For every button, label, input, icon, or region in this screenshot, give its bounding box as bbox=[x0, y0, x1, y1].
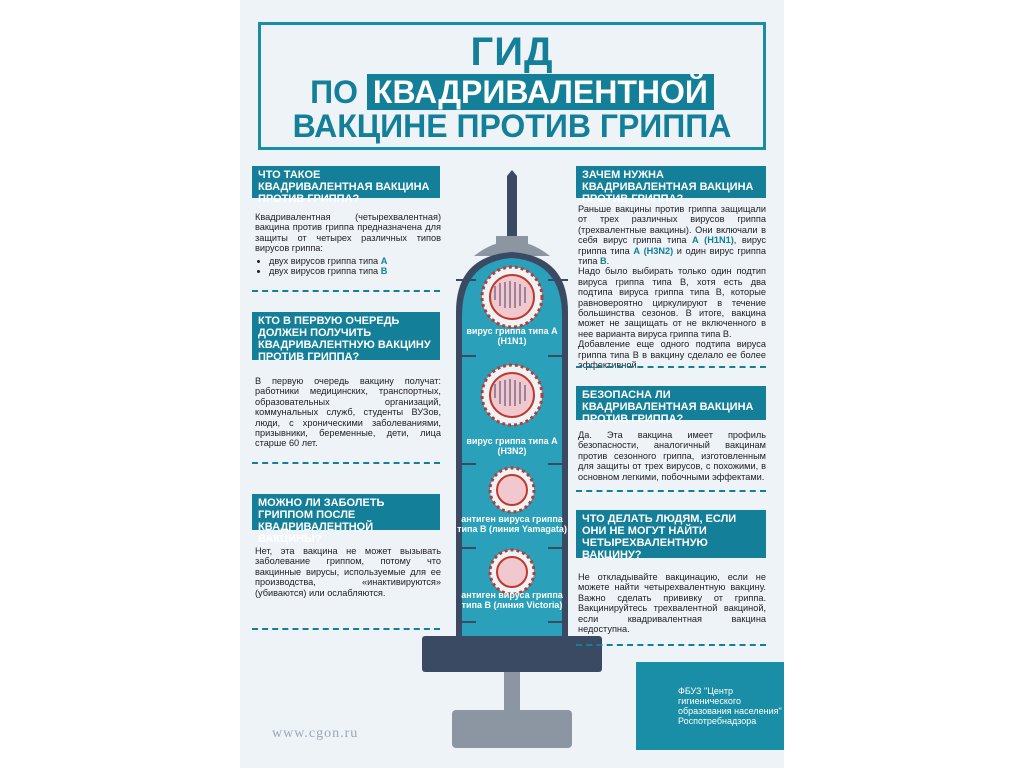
virus-h3n2-icon bbox=[482, 365, 542, 425]
what-to-do-text: Не откладывайте вакцинацию, если не можете найти четырехвалентную вакцину. Важно сделать прививку от гриппа. Вакцинируйтесь трехвалентной вакциной, если квадривалентная вакцина недоступна. bbox=[578, 572, 766, 635]
divider bbox=[252, 462, 440, 464]
virus-h1n1-label: вирус гриппа типа А (H1N1) bbox=[466, 326, 558, 346]
why-p1-c: и один вирус гриппа типа bbox=[578, 245, 766, 267]
safe-text: Да. Эта вакцина имеет профиль безопасности, аналогичный вакцинам против сезонного гриппа, изготовленным для защиты от трех вирусов, с похожими, в основном легкими, побочными эффектами. bbox=[578, 430, 766, 482]
antigen-victoria-icon bbox=[490, 550, 534, 594]
what-list bbox=[255, 256, 441, 277]
title-line-2-prefix: ПО bbox=[310, 74, 367, 110]
why-text-block bbox=[578, 204, 766, 371]
what-list-item bbox=[269, 256, 441, 266]
why-p1-b: , вирус гриппа типа bbox=[578, 235, 766, 256]
antigen-yamagata-icon bbox=[490, 468, 534, 512]
why-strain-b: В bbox=[599, 256, 607, 267]
why-p1-a: Раньше вакцины против гриппа защищали от трех различных вирусов гриппа (трехвалентные вакцины). Они включали в себя вирус гриппа типа bbox=[578, 204, 766, 246]
why-paragraph-3: Добавление еще одного подтипа вируса гриппа типа В в вакцину сделало ее более эффективной. bbox=[578, 339, 766, 371]
website-url[interactable]: www.cgon.ru bbox=[272, 726, 359, 741]
divider bbox=[252, 628, 440, 630]
divider bbox=[576, 366, 766, 368]
virus-h1n1-icon bbox=[482, 267, 542, 327]
why-strain-h1n1: А (H1N1) bbox=[692, 235, 734, 246]
syringe-plunger-grip bbox=[452, 710, 572, 748]
what-list-item bbox=[269, 266, 441, 276]
who-text: В первую очередь вакцину получат: работники медицинских, транспортных, образовательных организаций, коммунальных служб, студенты ВУЗов, люди, с хроническими заболеваниями, призывники, беременные, дети, лица старше 60 лет. bbox=[255, 376, 441, 449]
why-question: ЗАЧЕМ НУЖНА КВАДРИВАЛЕНТНАЯ ВАКЦИНА ПРОТИВ ГРИППА? bbox=[576, 166, 766, 198]
who-question: КТО В ПЕРВУЮ ОЧЕРЕДЬ ДОЛЖЕН ПОЛУЧИТЬ КВАДРИВАЛЕНТНУЮ ВАКЦИНУ ПРОТИВ ГРИППА? bbox=[252, 312, 440, 360]
what-list-item-2-strain: В bbox=[380, 266, 388, 277]
why-p1-d: . bbox=[606, 256, 610, 267]
safe-question: БЕЗОПАСНА ЛИ КВАДРИВАЛЕНТНАЯ ВАКЦИНА ПРОТИВ ГРИППА? bbox=[576, 386, 766, 420]
what-to-do-question: ЧТО ДЕЛАТЬ ЛЮДЯМ, ЕСЛИ ОНИ НЕ МОГУТ НАЙТИ ЧЕТЫРЕХВАЛЕНТНУЮ ВАКЦИНУ? bbox=[576, 510, 766, 558]
what-question: ЧТО ТАКОЕ КВАДРИВАЛЕНТНАЯ ВАКЦИНА ПРОТИВ ГРИППА? bbox=[252, 166, 440, 198]
what-list-item-1-strain: А bbox=[380, 255, 388, 266]
why-paragraph-2: Надо было выбирать только один подтип вируса гриппа типа В, хотя есть два подтипа вируса гриппа типа В, которые равновероятно циркулируют в течение большинства сезонов. В итоге, вакцина может не защищать от не включенного в нее варианта вируса гриппа типа В. bbox=[578, 266, 766, 339]
syringe-plunger-rod bbox=[504, 672, 520, 712]
can-question: МОЖНО ЛИ ЗАБОЛЕТЬ ГРИППОМ ПОСЛЕ КВАДРИВАЛЕНТНОЙ ВАКЦИНЫ? bbox=[252, 494, 440, 530]
divider bbox=[252, 290, 440, 292]
can-text: Нет, эта вакцина не может вызывать заболевание гриппом, потому что вакцинные вирусы, используемые для ее производства, «инактивируются» (убиваются) или ослабляются. bbox=[255, 546, 441, 598]
why-strain-h3n2: А (H3N2) bbox=[633, 245, 674, 256]
syringe-flange bbox=[422, 636, 602, 672]
antigen-victoria-label: антиген вируса гриппа типа В (линия Victoria) bbox=[461, 590, 563, 610]
title-line-1: ГИД bbox=[470, 30, 554, 74]
what-list-item-1: двух вирусов гриппа типа bbox=[269, 255, 381, 266]
title-line-3: ВАКЦИНЕ ПРОТИВ ГРИППА bbox=[292, 108, 732, 144]
title-line-2-highlight: КВАДРИВАЛЕНТНОЙ bbox=[367, 74, 714, 110]
what-text: Квадривалентная (четырехвалентная) вакцина против гриппа предназначена для защиты от четырех различных типов вирусов гриппа: bbox=[255, 212, 441, 254]
antigen-yamagata-label: антиген вируса гриппа типа В (линия Yamagata) bbox=[457, 514, 567, 534]
why-paragraph-1 bbox=[578, 204, 766, 266]
org-name: ФБУЗ "Центр гигиенического образования населения" Роспотребнадзора bbox=[678, 686, 782, 726]
virus-h3n2-label: вирус гриппа типа А (H3N2) bbox=[466, 436, 558, 456]
what-list-item-2: двух вирусов гриппа типа bbox=[269, 266, 381, 277]
divider bbox=[576, 490, 766, 492]
what-text-block bbox=[255, 212, 441, 276]
divider bbox=[576, 644, 766, 646]
